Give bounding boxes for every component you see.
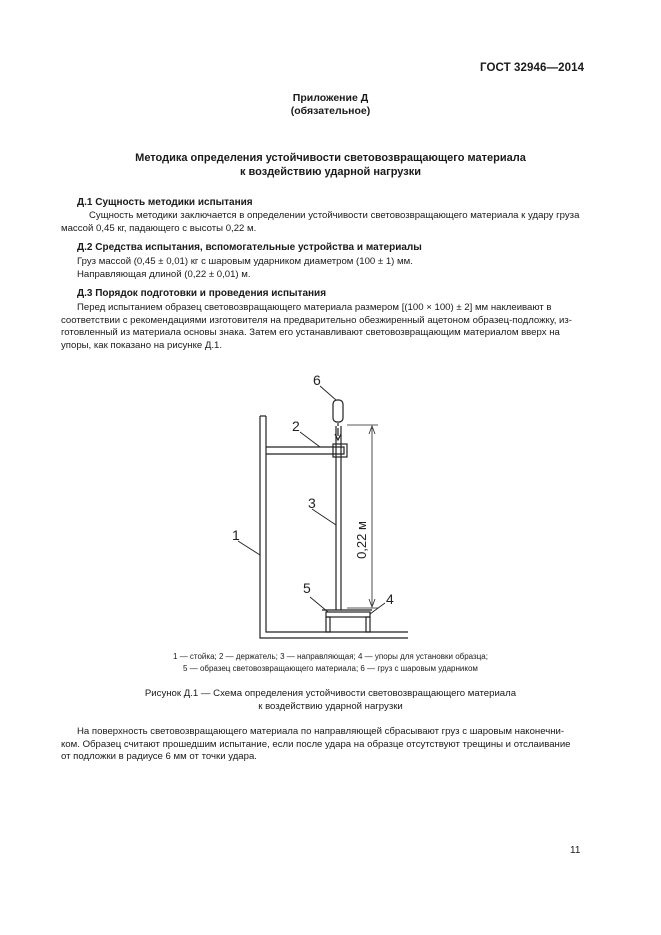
holder <box>266 447 344 454</box>
page-number: 11 <box>570 845 581 856</box>
section-d3-line4: упоры, как показано на рисунке Д.1. <box>61 339 223 351</box>
section-d2-heading: Д.2 Средства испытания, вспомогательные устройства и материалы <box>77 242 422 253</box>
label-2: 2 <box>292 418 300 434</box>
leader-3 <box>312 509 336 525</box>
support-right <box>366 617 370 632</box>
section-d3-line3: готовленный из материала основы знака. Затем его устанавливают световозвращающим материалом вверх на <box>61 327 560 339</box>
label-1: 1 <box>232 527 240 543</box>
figure-caption <box>0 688 661 713</box>
section-d2-line1: Груз массой (0,45 ± 0,01) кг с шаровым ударником диаметром (100 ± 1) мм. <box>77 256 413 267</box>
section-d1-heading: Д.1 Сущность методики испытания <box>77 197 253 208</box>
closing-line2: ком. Образец считают прошедшим испытание, если после удара на образце отсутствуют трещины и отслаивание <box>61 738 571 750</box>
label-5: 5 <box>303 580 311 596</box>
section-d1-line2: массой 0,45 кг, падающего с высоты 0,22 м. <box>61 222 257 234</box>
section-d2-line2: Направляющая длиной (0,22 ± 0,01) м. <box>77 268 251 280</box>
leader-1 <box>238 541 260 555</box>
method-title-line1: Методика определения устойчивости световозвращающего материала <box>135 152 526 164</box>
support-left <box>326 617 330 632</box>
leader-6 <box>320 386 336 400</box>
section-d3-line2: соответствии с рекомендациями изготовителя на предварительно обезжиренный ацетоном образец-подложку, из- <box>61 314 572 326</box>
appendix-status: (обязательное) <box>290 105 371 117</box>
label-4: 4 <box>386 591 394 607</box>
figure-caption-line2: к воздействию ударной нагрузки <box>258 700 403 712</box>
figure-caption-line1: Рисунок Д.1 — Схема определения устойчивости световозвращающего материала <box>144 688 517 699</box>
closing-line1: На поверхность световозвращающего материала по направляющей сбрасывают груз с шаровым наконечни- <box>77 726 565 737</box>
standard-number: ГОСТ 32946—2014 <box>480 62 585 74</box>
label-6: 6 <box>313 372 321 388</box>
figure-legend-line1: 1 — стойка; 2 — держатель; 3 — направляющая; 4 — упоры для установки образца; <box>173 652 488 661</box>
section-d3-heading: Д.3 Порядок подготовки и проведения испытания <box>77 288 327 299</box>
leader-5 <box>310 597 328 612</box>
appendix-title: Приложение Д <box>292 92 369 104</box>
section-d3-line1: Перед испытанием образец световозвращающего материала размером [(100 × 100) ± 2] мм наклеивают в <box>77 302 552 313</box>
specimen <box>326 612 370 617</box>
label-3: 3 <box>308 495 316 511</box>
leader-2 <box>300 432 320 447</box>
dimension-label: 0,22 м <box>354 521 369 559</box>
closing-line3: от подложки в радиусе 6 мм от точки удара. <box>61 751 257 763</box>
closing-text <box>61 726 585 764</box>
holder-clamp <box>333 444 347 457</box>
section-d1-line1: Сущность методики заключается в определении устойчивости световозвращающего материала к удару груза <box>89 210 580 221</box>
method-title-line2: к воздействию ударной нагрузки <box>239 166 422 178</box>
weight <box>333 400 343 422</box>
figure-legend <box>0 651 661 675</box>
figure-legend-line2: 5 — образец световозвращающего материала; 6 — груз с шаровым ударником <box>183 664 478 673</box>
